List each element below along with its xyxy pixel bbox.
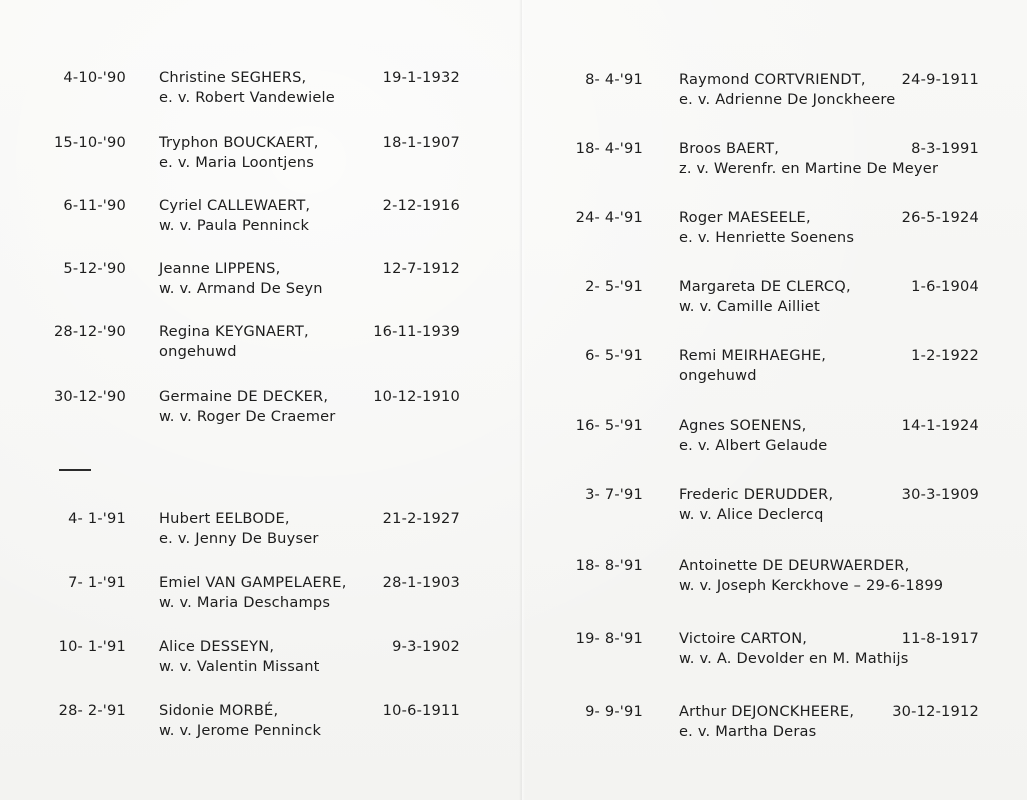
person-name: Broos BAERT, — [679, 140, 780, 157]
person-name: Regina KEYGNAERT, — [159, 323, 309, 340]
relation-text: e. v. Albert Gelaude — [679, 437, 828, 454]
list-item — [519, 556, 1027, 600]
person-name: Agnes SOENENS, — [679, 417, 807, 434]
list-item — [519, 629, 1027, 673]
relation-text: w. v. Camille Ailliet — [679, 298, 820, 315]
relation-text: e. v. Jenny De Buyser — [159, 530, 319, 547]
birth-date: 10-6-1911 — [382, 702, 460, 719]
list-item — [0, 701, 519, 745]
relation-text: w. v. Roger De Craemer — [159, 408, 336, 425]
relation-text: w. v. Maria Deschamps — [159, 594, 331, 611]
death-date: 10- 1-'91 — [58, 638, 126, 655]
birth-date: 16-11-1939 — [373, 323, 460, 340]
relation-text: e. v. Henriette Soenens — [679, 229, 855, 246]
death-date: 15-10-'90 — [53, 134, 126, 151]
person-name: Hubert EELBODE, — [159, 510, 290, 527]
person-name: Jeanne LIPPENS, — [159, 260, 281, 277]
birth-date: 14-1-1924 — [901, 417, 979, 434]
list-item — [0, 509, 519, 553]
year-divider — [59, 469, 91, 471]
relation-text: w. v. Paula Penninck — [159, 217, 310, 234]
death-date: 4- 1-'91 — [68, 510, 126, 527]
birth-date: 1-2-1922 — [911, 347, 979, 364]
list-item — [0, 68, 519, 112]
person-name: Roger MAESEELE, — [679, 209, 811, 226]
list-item — [519, 70, 1027, 114]
birth-date: 28-1-1903 — [382, 574, 460, 591]
death-date: 16- 5-'91 — [575, 417, 643, 434]
birth-date: 2-12-1916 — [382, 197, 460, 214]
birth-date: 30-12-1912 — [892, 703, 979, 720]
birth-date: 30-3-1909 — [901, 486, 979, 503]
death-date: 2- 5-'91 — [585, 278, 643, 295]
list-item — [0, 387, 519, 431]
relation-text: z. v. Werenfr. en Martine De Meyer — [679, 160, 939, 177]
birth-date: 11-8-1917 — [901, 630, 979, 647]
person-name: Raymond CORTVRIENDT, — [679, 71, 866, 88]
relation-text: e. v. Maria Loontjens — [159, 154, 314, 171]
list-item — [519, 277, 1027, 321]
person-name: Christine SEGHERS, — [159, 69, 307, 86]
birth-date: 21-2-1927 — [382, 510, 460, 527]
person-name: Antoinette DE DEURWAERDER, — [679, 557, 910, 574]
birth-date: 10-12-1910 — [373, 388, 460, 405]
list-item — [519, 416, 1027, 460]
person-name: Germaine DE DECKER, — [159, 388, 329, 405]
death-date: 28-12-'90 — [53, 323, 126, 340]
list-item — [519, 702, 1027, 746]
death-date: 18- 8-'91 — [575, 557, 643, 574]
relation-text: e. v. Adrienne De Jonckheere — [679, 91, 896, 108]
list-item — [0, 322, 519, 366]
relation-text: w. v. Armand De Seyn — [159, 280, 323, 297]
death-date: 7- 1-'91 — [68, 574, 126, 591]
relation-text: w. v. Jerome Penninck — [159, 722, 322, 739]
relation-text: e. v. Martha Deras — [679, 723, 817, 740]
death-date: 5-12-'90 — [63, 260, 126, 277]
list-item — [0, 259, 519, 303]
list-item — [0, 573, 519, 617]
death-date: 4-10-'90 — [63, 69, 126, 86]
list-item — [519, 485, 1027, 529]
person-name: Frederic DERUDDER, — [679, 486, 834, 503]
list-item — [519, 208, 1027, 252]
list-item — [519, 346, 1027, 390]
list-item — [519, 139, 1027, 183]
person-name: Emiel VAN GAMPELAERE, — [159, 574, 347, 591]
birth-date: 26-5-1924 — [901, 209, 979, 226]
relation-text: ongehuwd — [159, 343, 237, 360]
birth-date: 8-3-1991 — [911, 140, 979, 157]
person-name: Alice DESSEYN, — [159, 638, 275, 655]
death-date: 6- 5-'91 — [585, 347, 643, 364]
birth-date: 19-1-1932 — [382, 69, 460, 86]
death-date: 9- 9-'91 — [585, 703, 643, 720]
person-name: Sidonie MORBÉ, — [159, 702, 279, 719]
birth-date: 1-6-1904 — [911, 278, 979, 295]
person-name: Tryphon BOUCKAERT, — [159, 134, 319, 151]
relation-text: w. v. Alice Declercq — [679, 506, 824, 523]
death-date: 30-12-'90 — [53, 388, 126, 405]
birth-date: 9-3-1902 — [392, 638, 460, 655]
relation-text: w. v. Joseph Kerckhove – 29-6-1899 — [679, 577, 944, 594]
list-item — [0, 133, 519, 177]
birth-date: 24-9-1911 — [901, 71, 979, 88]
right-column — [519, 0, 1027, 800]
death-date: 8- 4-'91 — [585, 71, 643, 88]
person-name: Victoire CARTON, — [679, 630, 808, 647]
person-name: Margareta DE CLERCQ, — [679, 278, 851, 295]
death-date: 24- 4-'91 — [575, 209, 643, 226]
person-name: Arthur DEJONCKHEERE, — [679, 703, 855, 720]
birth-date: 12-7-1912 — [382, 260, 460, 277]
person-name: Remi MEIRHAEGHE, — [679, 347, 827, 364]
birth-date: 18-1-1907 — [382, 134, 460, 151]
person-name: Cyriel CALLEWAERT, — [159, 197, 311, 214]
death-date: 6-11-'90 — [63, 197, 126, 214]
relation-text: w. v. Valentin Missant — [159, 658, 320, 675]
death-date: 3- 7-'91 — [585, 486, 643, 503]
relation-text: e. v. Robert Vandewiele — [159, 89, 335, 106]
relation-text: ongehuwd — [679, 367, 757, 384]
death-date: 28- 2-'91 — [58, 702, 126, 719]
death-date: 18- 4-'91 — [575, 140, 643, 157]
list-item — [0, 196, 519, 240]
death-date: 19- 8-'91 — [575, 630, 643, 647]
list-item — [0, 637, 519, 681]
relation-text: w. v. A. Devolder en M. Mathijs — [679, 650, 909, 667]
